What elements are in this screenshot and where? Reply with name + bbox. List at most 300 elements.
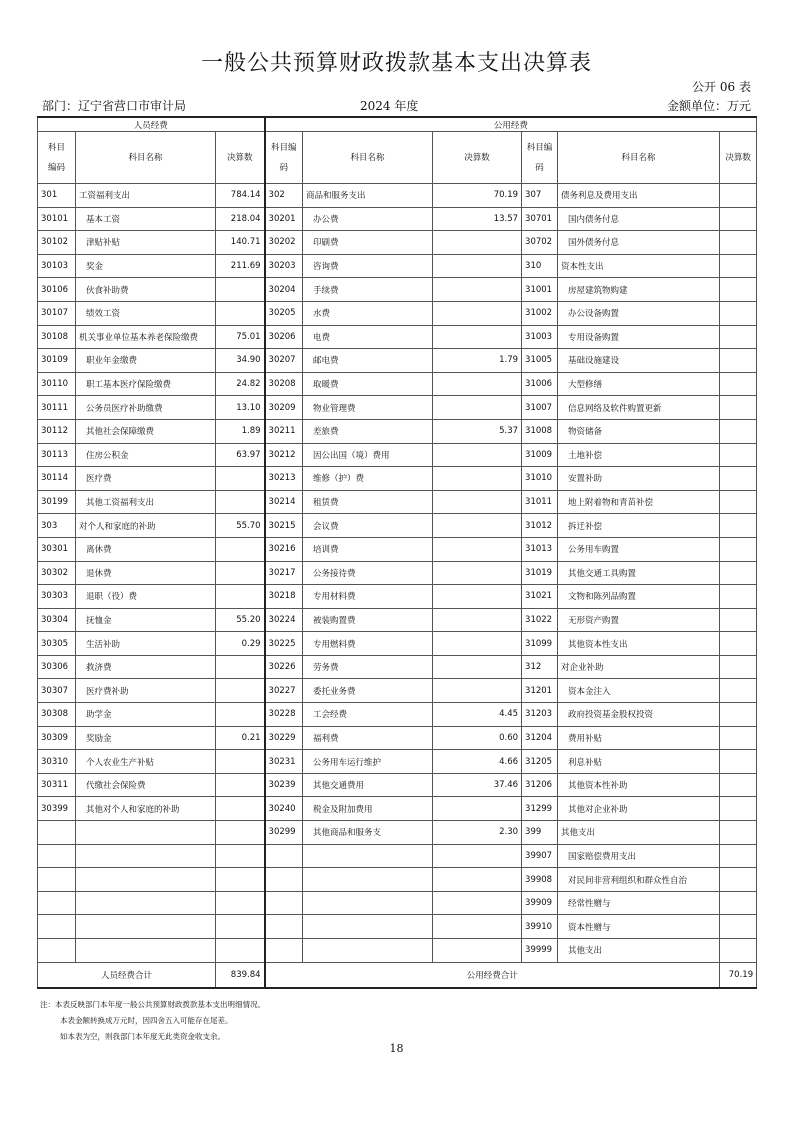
cell-code: 30106: [38, 278, 76, 302]
cell-code: 31007: [522, 396, 558, 420]
cell-name: 税金及附加费用: [303, 797, 433, 821]
cell-amount: [216, 655, 265, 679]
cell-code: 30226: [265, 655, 303, 679]
cell-amount: 13.57: [433, 207, 522, 231]
cell-name: 费用补贴: [558, 726, 720, 750]
cell-name: 租赁费: [303, 490, 433, 514]
cell-name: 基础设施建设: [558, 349, 720, 373]
cell-code: 30103: [38, 254, 76, 278]
cell-name: 职工基本医疗保险缴费: [76, 372, 216, 396]
table-row: [38, 632, 757, 656]
table-row: [38, 301, 757, 325]
cell-amount: 5.37: [433, 419, 522, 443]
cell-name: 政府投资基金股权投资: [558, 703, 720, 727]
cell-amount: [433, 891, 522, 915]
personnel-total-label: 人员经费合计: [38, 962, 216, 988]
table-row: [38, 372, 757, 396]
cell-name: 福利费: [303, 726, 433, 750]
cell-amount: [216, 750, 265, 774]
cell-amount: [720, 915, 757, 939]
cell-code: 30211: [265, 419, 303, 443]
col-header-amount: 决算数: [216, 132, 265, 184]
col-header-amount: 决算数: [720, 132, 757, 184]
cell-amount: 1.89: [216, 419, 265, 443]
cell-amount: [720, 396, 757, 420]
cell-name: 伙食补助费: [76, 278, 216, 302]
cell-name: 其他资本性支出: [558, 632, 720, 656]
cell-name: 国外债务付息: [558, 231, 720, 255]
cell-amount: 0.29: [216, 632, 265, 656]
cell-code: 30306: [38, 655, 76, 679]
cell-code: 30225: [265, 632, 303, 656]
cell-code: 30208: [265, 372, 303, 396]
cell-code: 30231: [265, 750, 303, 774]
cell-code: [38, 915, 76, 939]
cell-code: 312: [522, 655, 558, 679]
table-row: [38, 537, 757, 561]
cell-name: 医疗费: [76, 467, 216, 491]
cell-code: 302: [265, 184, 303, 208]
cell-code: 39999: [522, 939, 558, 963]
cell-name: 资本金注入: [558, 679, 720, 703]
expenditure-table: [37, 116, 757, 989]
cell-amount: [216, 773, 265, 797]
cell-name: [76, 868, 216, 892]
cell-name: [303, 868, 433, 892]
cell-code: 30113: [38, 443, 76, 467]
cell-code: [38, 844, 76, 868]
cell-amount: [720, 891, 757, 915]
cell-name: 文物和陈列品购置: [558, 585, 720, 609]
cell-name: [76, 939, 216, 963]
cell-amount: [720, 278, 757, 302]
cell-code: 31001: [522, 278, 558, 302]
cell-amount: [433, 278, 522, 302]
fiscal-year: 2024 年度: [360, 99, 419, 113]
cell-amount: [720, 325, 757, 349]
cell-amount: 784.14: [216, 184, 265, 208]
cell-name: 印刷费: [303, 231, 433, 255]
section-header-row: [38, 117, 757, 132]
cell-code: 31009: [522, 443, 558, 467]
cell-amount: [720, 632, 757, 656]
cell-code: 30205: [265, 301, 303, 325]
cell-code: 31012: [522, 514, 558, 538]
cell-code: 301: [38, 184, 76, 208]
cell-amount: [720, 231, 757, 255]
cell-name: 医疗费补助: [76, 679, 216, 703]
cell-code: 30207: [265, 349, 303, 373]
table-row: [38, 703, 757, 727]
cell-name: 差旅费: [303, 419, 433, 443]
cell-amount: [720, 726, 757, 750]
table-row: [38, 726, 757, 750]
cell-code: 30301: [38, 537, 76, 561]
table-row: [38, 231, 757, 255]
cell-amount: [433, 561, 522, 585]
cell-name: 退职（役）费: [76, 585, 216, 609]
cell-name: 被装购置费: [303, 608, 433, 632]
cell-amount: [720, 750, 757, 774]
cell-name: 土地补偿: [558, 443, 720, 467]
cell-code: 31201: [522, 679, 558, 703]
cell-amount: [216, 939, 265, 963]
cell-name: 绩效工资: [76, 301, 216, 325]
cell-name: 代缴社会保险费: [76, 773, 216, 797]
cell-name: 个人农业生产补贴: [76, 750, 216, 774]
cell-name: 专用材料费: [303, 585, 433, 609]
table-row: [38, 207, 757, 231]
cell-code: 30303: [38, 585, 76, 609]
cell-name: 其他社会保障缴费: [76, 419, 216, 443]
cell-name: 机关事业单位基本养老保险缴费: [76, 325, 216, 349]
cell-amount: 34.90: [216, 349, 265, 373]
cell-amount: [433, 939, 522, 963]
cell-amount: [433, 467, 522, 491]
cell-name: 商品和服务支出: [303, 184, 433, 208]
cell-name: [76, 915, 216, 939]
cell-name: 对民间非营利组织和群众性自治: [558, 868, 720, 892]
cell-code: 30215: [265, 514, 303, 538]
cell-name: 其他交通工具购置: [558, 561, 720, 585]
cell-code: 30109: [38, 349, 76, 373]
cell-code: 31203: [522, 703, 558, 727]
table-row: [38, 750, 757, 774]
cell-amount: [720, 490, 757, 514]
cell-amount: 55.20: [216, 608, 265, 632]
cell-code: 39909: [522, 891, 558, 915]
cell-code: 30202: [265, 231, 303, 255]
cell-name: 房屋建筑物购建: [558, 278, 720, 302]
public-total-value: 70.19: [720, 962, 757, 988]
cell-name: 咨询费: [303, 254, 433, 278]
table-row: [38, 443, 757, 467]
cell-code: 30240: [265, 797, 303, 821]
cell-amount: [720, 561, 757, 585]
cell-name: [76, 821, 216, 845]
cell-amount: 2.30: [433, 821, 522, 845]
cell-name: 电费: [303, 325, 433, 349]
cell-code: 30111: [38, 396, 76, 420]
cell-code: 31204: [522, 726, 558, 750]
cell-code: 30227: [265, 679, 303, 703]
cell-code: 30229: [265, 726, 303, 750]
cell-amount: [433, 537, 522, 561]
cell-name: 因公出国（境）费用: [303, 443, 433, 467]
table-row: [38, 419, 757, 443]
cell-code: [38, 868, 76, 892]
cell-amount: 0.21: [216, 726, 265, 750]
cell-amount: 24.82: [216, 372, 265, 396]
cell-code: 30214: [265, 490, 303, 514]
col-header-code-text: 科目 编码: [47, 142, 65, 173]
cell-amount: [720, 585, 757, 609]
cell-code: 31005: [522, 349, 558, 373]
col-header-amount: 决算数: [433, 132, 522, 184]
cell-name: 利息补贴: [558, 750, 720, 774]
cell-code: 303: [38, 514, 76, 538]
cell-amount: [216, 537, 265, 561]
cell-name: 其他工资福利支出: [76, 490, 216, 514]
cell-name: 经常性赠与: [558, 891, 720, 915]
cell-amount: [720, 349, 757, 373]
cell-amount: [216, 703, 265, 727]
cell-name: 水费: [303, 301, 433, 325]
cell-code: 31099: [522, 632, 558, 656]
cell-code: 30213: [265, 467, 303, 491]
cell-amount: [433, 679, 522, 703]
cell-amount: [433, 372, 522, 396]
table-row: [38, 797, 757, 821]
table-row: [38, 396, 757, 420]
cell-amount: 211.69: [216, 254, 265, 278]
cell-code: 39908: [522, 868, 558, 892]
cell-name: [76, 891, 216, 915]
cell-code: 30203: [265, 254, 303, 278]
personnel-total-value: 839.84: [216, 962, 265, 988]
cell-name: 维修（护）费: [303, 467, 433, 491]
cell-code: [265, 915, 303, 939]
cell-amount: 140.71: [216, 231, 265, 255]
cell-amount: [720, 184, 757, 208]
cell-amount: [720, 821, 757, 845]
cell-name: 工会经费: [303, 703, 433, 727]
cell-code: [38, 821, 76, 845]
cell-amount: [720, 844, 757, 868]
cell-code: 30199: [38, 490, 76, 514]
cell-amount: 4.45: [433, 703, 522, 727]
cell-amount: 0.60: [433, 726, 522, 750]
cell-name: 拆迁补偿: [558, 514, 720, 538]
cell-amount: [216, 278, 265, 302]
cell-name: 其他对个人和家庭的补助: [76, 797, 216, 821]
cell-code: 30110: [38, 372, 76, 396]
cell-amount: [720, 537, 757, 561]
expenditure-table-wrap: [37, 116, 756, 989]
col-header-name: 科目名称: [76, 132, 216, 184]
cell-code: 31006: [522, 372, 558, 396]
cell-name: 助学金: [76, 703, 216, 727]
cell-amount: [433, 490, 522, 514]
cell-name: 其他支出: [558, 821, 720, 845]
cell-code: 30228: [265, 703, 303, 727]
cell-name: 工资福利支出: [76, 184, 216, 208]
cell-amount: [433, 797, 522, 821]
cell-amount: 4.66: [433, 750, 522, 774]
cell-code: 30302: [38, 561, 76, 585]
cell-code: 30305: [38, 632, 76, 656]
cell-code: 30309: [38, 726, 76, 750]
cell-amount: [720, 773, 757, 797]
cell-amount: [433, 844, 522, 868]
cell-code: 30304: [38, 608, 76, 632]
table-row: [38, 844, 757, 868]
footnote: 注：本表反映部门本年度一般公共预算财政拨款基本支出明细情况。: [40, 1000, 265, 1009]
cell-amount: [216, 797, 265, 821]
cell-amount: [433, 915, 522, 939]
cell-amount: [216, 821, 265, 845]
cell-code: 31299: [522, 797, 558, 821]
cell-amount: [433, 231, 522, 255]
cell-amount: [720, 655, 757, 679]
cell-code: 30217: [265, 561, 303, 585]
cell-name: [303, 844, 433, 868]
col-header-code: 科目编码: [522, 132, 558, 184]
cell-name: 会议费: [303, 514, 433, 538]
cell-code: 31019: [522, 561, 558, 585]
cell-name: 住房公积金: [76, 443, 216, 467]
cell-amount: [720, 679, 757, 703]
page-title: 一般公共预算财政拨款基本支出决算表: [200, 51, 592, 76]
cell-code: 307: [522, 184, 558, 208]
cell-amount: [216, 891, 265, 915]
table-row: [38, 561, 757, 585]
department-label: 部门：辽宁省营口市审计局: [42, 99, 187, 113]
cell-code: 31002: [522, 301, 558, 325]
cell-amount: [216, 301, 265, 325]
cell-code: 30212: [265, 443, 303, 467]
cell-code: 30308: [38, 703, 76, 727]
footnote: 如本表为空，则我部门本年度无此类资金收支余。: [60, 1032, 225, 1041]
cell-code: 30310: [38, 750, 76, 774]
cell-code: [265, 939, 303, 963]
cell-name: 其他支出: [558, 939, 720, 963]
cell-code: 30107: [38, 301, 76, 325]
cell-amount: [720, 939, 757, 963]
cell-code: 31003: [522, 325, 558, 349]
public-section-header: 公用经费: [265, 117, 757, 132]
cell-amount: [433, 396, 522, 420]
totals-row: [38, 962, 757, 988]
table-row: [38, 915, 757, 939]
cell-amount: 70.19: [433, 184, 522, 208]
cell-code: 31206: [522, 773, 558, 797]
cell-name: 公务用车运行维护: [303, 750, 433, 774]
cell-amount: [433, 608, 522, 632]
col-header-name: 科目名称: [558, 132, 720, 184]
cell-amount: [720, 301, 757, 325]
cell-name: 生活补助: [76, 632, 216, 656]
cell-name: 手续费: [303, 278, 433, 302]
table-row: [38, 467, 757, 491]
cell-code: 30114: [38, 467, 76, 491]
cell-name: [303, 915, 433, 939]
footnotes: [40, 997, 265, 1045]
cell-code: 30216: [265, 537, 303, 561]
cell-code: 31022: [522, 608, 558, 632]
cell-name: 对企业补助: [558, 655, 720, 679]
cell-name: 国家赔偿费用支出: [558, 844, 720, 868]
cell-code: [265, 868, 303, 892]
cell-code: 30239: [265, 773, 303, 797]
cell-amount: [720, 608, 757, 632]
cell-name: 大型修缮: [558, 372, 720, 396]
table-row: [38, 490, 757, 514]
cell-name: 其他资本性补助: [558, 773, 720, 797]
cell-amount: 37.46: [433, 773, 522, 797]
table-row: [38, 585, 757, 609]
cell-amount: [216, 467, 265, 491]
cell-name: 对个人和家庭的补助: [76, 514, 216, 538]
cell-name: 资本性赠与: [558, 915, 720, 939]
personnel-section-header: 人员经费: [38, 117, 265, 132]
cell-code: 30311: [38, 773, 76, 797]
cell-amount: [720, 419, 757, 443]
cell-name: 公务用车购置: [558, 537, 720, 561]
cell-code: 30702: [522, 231, 558, 255]
cell-amount: [433, 301, 522, 325]
cell-name: 物业管理费: [303, 396, 433, 420]
table-row: [38, 891, 757, 915]
table-row: [38, 868, 757, 892]
table-row: [38, 514, 757, 538]
table-row: [38, 608, 757, 632]
cell-name: 委托业务费: [303, 679, 433, 703]
cell-name: 救济费: [76, 655, 216, 679]
cell-code: 30307: [38, 679, 76, 703]
footnote: 本表金额转换成万元时，因四舍五入可能存在尾差。: [60, 1016, 233, 1025]
cell-code: 39907: [522, 844, 558, 868]
public-total-label: 公用经费合计: [265, 962, 720, 988]
amount-unit: 金额单位：万元: [666, 99, 751, 113]
cell-name: 公务接待费: [303, 561, 433, 585]
cell-amount: 13.10: [216, 396, 265, 420]
cell-name: 抚恤金: [76, 608, 216, 632]
cell-amount: [720, 372, 757, 396]
cell-code: [38, 891, 76, 915]
cell-code: 30101: [38, 207, 76, 231]
cell-name: 资本性支出: [558, 254, 720, 278]
cell-amount: [216, 915, 265, 939]
cell-code: [265, 844, 303, 868]
table-row: [38, 325, 757, 349]
cell-code: 39910: [522, 915, 558, 939]
cell-code: 310: [522, 254, 558, 278]
cell-name: 奖金: [76, 254, 216, 278]
table-number: 公开 06 表: [692, 80, 751, 94]
cell-amount: [216, 585, 265, 609]
cell-amount: [433, 443, 522, 467]
cell-amount: 1.79: [433, 349, 522, 373]
column-header-row: [38, 132, 757, 184]
cell-amount: 218.04: [216, 207, 265, 231]
cell-name: [303, 891, 433, 915]
cell-name: 其他商品和服务支: [303, 821, 433, 845]
cell-code: 31021: [522, 585, 558, 609]
cell-code: [265, 891, 303, 915]
table-row: [38, 184, 757, 208]
cell-name: 培训费: [303, 537, 433, 561]
cell-name: 奖励金: [76, 726, 216, 750]
cell-amount: 63.97: [216, 443, 265, 467]
cell-name: 办公费: [303, 207, 433, 231]
cell-name: 取暖费: [303, 372, 433, 396]
cell-amount: [433, 325, 522, 349]
cell-code: 30218: [265, 585, 303, 609]
cell-amount: 75.01: [216, 325, 265, 349]
cell-amount: [433, 585, 522, 609]
cell-amount: [216, 868, 265, 892]
cell-amount: 55.70: [216, 514, 265, 538]
cell-code: 30224: [265, 608, 303, 632]
cell-amount: [433, 632, 522, 656]
cell-code: 30112: [38, 419, 76, 443]
cell-name: 退休费: [76, 561, 216, 585]
table-row: [38, 349, 757, 373]
cell-name: 津贴补贴: [76, 231, 216, 255]
cell-amount: [720, 467, 757, 491]
cell-name: 劳务费: [303, 655, 433, 679]
